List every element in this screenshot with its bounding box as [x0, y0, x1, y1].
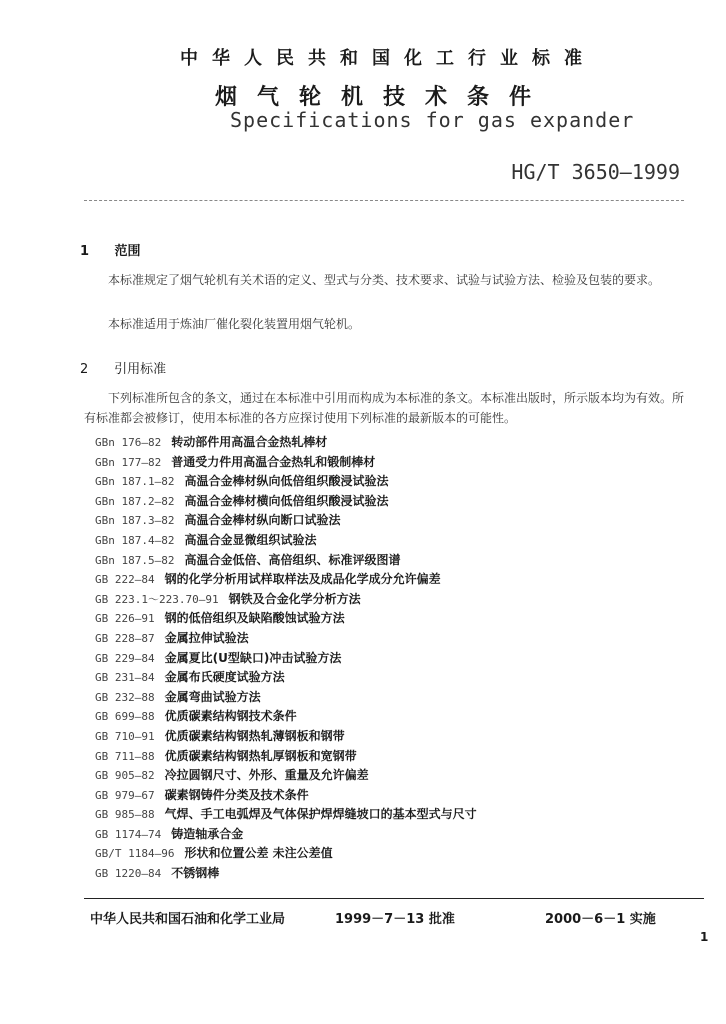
reference-name: 金属夏比(U型缺口)冲击试验方法 — [164, 650, 342, 665]
reference-item — [95, 707, 685, 727]
reference-item — [95, 747, 685, 767]
section-2-title: 引用标准 — [114, 362, 167, 377]
section-1-heading — [80, 240, 141, 259]
section-2-heading — [80, 358, 166, 377]
section-1-title: 范围 — [114, 244, 141, 259]
industry-standard-heading: 中华人民共和国化工行业标准 — [180, 48, 596, 69]
reference-name: 碳素钢铸件分类及技术条件 — [164, 787, 309, 802]
reference-item — [95, 453, 685, 473]
reference-item — [95, 805, 685, 825]
reference-name: 金属弯曲试验方法 — [164, 689, 261, 704]
reference-code: GB 979—67 — [95, 788, 155, 802]
reference-code: GBn 187.2—82 — [95, 494, 175, 508]
reference-name: 优质碳素结构钢技术条件 — [164, 709, 297, 724]
reference-code: GB 223.1～223.70—91 — [95, 592, 219, 606]
reference-item — [95, 864, 685, 884]
reference-name: 冷拉圆钢尺寸、外形、重量及允许偏差 — [164, 768, 369, 783]
reference-item — [95, 472, 685, 492]
reference-name: 高温合金棒材横向低倍组织酸浸试验法 — [184, 493, 389, 508]
reference-code: GB/T 1184—96 — [95, 847, 175, 861]
reference-name: 钢铁及合金化学分析方法 — [228, 591, 361, 606]
reference-item — [95, 551, 685, 571]
reference-code: GB 985—88 — [95, 808, 155, 822]
reference-item — [95, 531, 685, 551]
effective-date: 2000－6－1 实施 — [545, 912, 656, 927]
reference-name: 铸造轴承合金 — [171, 826, 244, 841]
reference-name: 钢的低倍组织及缺陷酸蚀试验方法 — [164, 611, 345, 626]
reference-name: 金属拉伸试验法 — [164, 630, 249, 645]
reference-code: GB 231—84 — [95, 671, 155, 685]
reference-name: 钢的化学分析用试样取样法及成品化学成分允许偏差 — [164, 572, 441, 587]
reference-name: 优质碳素结构钢热轧薄钢板和钢带 — [164, 728, 345, 743]
reference-name: 气焊、手工电弧焊及气体保护焊焊缝坡口的基本型式与尺寸 — [164, 807, 477, 822]
standard-code: HG/T 3650—1999 — [511, 160, 680, 184]
section-1-number: 1 — [80, 244, 90, 259]
reference-name: 高温合金棒材纵向断口试验法 — [184, 513, 341, 528]
reference-name: 不锈钢棒 — [171, 866, 220, 881]
reference-code: GB 229—84 — [95, 651, 155, 665]
reference-item — [95, 825, 685, 845]
reference-code: GB 228—87 — [95, 631, 155, 645]
reference-code: GB 905—82 — [95, 769, 155, 783]
reference-code: GB 232—88 — [95, 690, 155, 704]
document-title-en: Specifications for gas expander — [230, 108, 635, 132]
reference-code: GB 1174—74 — [95, 827, 162, 841]
reference-name: 形状和位置公差 未注公差值 — [184, 846, 333, 861]
reference-name: 高温合金低倍、高倍组织、标准评级图谱 — [184, 552, 401, 567]
reference-code: GBn 177—82 — [95, 455, 162, 469]
reference-name: 高温合金显微组织试验法 — [184, 532, 317, 547]
issuing-authority: 中华人民共和国石油和化学工业局 — [90, 912, 286, 927]
reference-item — [95, 570, 685, 590]
reference-code: GB 226—91 — [95, 612, 155, 626]
reference-item — [95, 668, 685, 688]
reference-code: GBn 187.5—82 — [95, 553, 175, 567]
reference-item — [95, 629, 685, 649]
reference-code: GBn 187.4—82 — [95, 533, 175, 547]
reference-code: GB 1220—84 — [95, 867, 162, 881]
section-1-para-2: 本标准适用于炼油厂催化裂化装置用烟气轮机。 — [108, 317, 361, 331]
reference-item — [95, 433, 685, 453]
page-number: 1 — [700, 930, 709, 944]
reference-code: GB 222—84 — [95, 573, 155, 587]
section-1-para-1: 本标准规定了烟气轮机有关术语的定义、型式与分类、技术要求、试验与试验方法、检验及包装的要求。 — [108, 273, 661, 287]
reference-name: 优质碳素结构钢热轧厚钢板和宽钢带 — [164, 748, 357, 763]
reference-item — [95, 766, 685, 786]
reference-list — [95, 433, 685, 884]
reference-code: GBn 187.1—82 — [95, 475, 175, 489]
reference-name: 高温合金棒材纵向低倍组织酸浸试验法 — [184, 474, 389, 489]
approval-date: 1999－7－13 批准 — [335, 912, 455, 927]
reference-item — [95, 649, 685, 669]
reference-code: GBn 176—82 — [95, 436, 162, 449]
reference-item — [95, 511, 685, 531]
reference-code: GBn 187.3—82 — [95, 514, 175, 528]
reference-code: GB 699—88 — [95, 710, 155, 724]
reference-name: 转动部件用高温合金热轧棒材 — [171, 435, 328, 449]
reference-code: GB 711—88 — [95, 749, 155, 763]
header-divider — [84, 200, 684, 201]
reference-item — [95, 786, 685, 806]
reference-item — [95, 492, 685, 512]
reference-item — [95, 727, 685, 747]
reference-code: GB 710—91 — [95, 729, 155, 743]
reference-item — [95, 688, 685, 708]
reference-name: 金属布氏硬度试验方法 — [164, 670, 285, 685]
section-2-number: 2 — [80, 362, 89, 377]
reference-item — [95, 844, 685, 864]
reference-item — [95, 609, 685, 629]
reference-name: 普通受力件用高温合金热轧和锻制棒材 — [171, 454, 376, 469]
reference-item — [95, 590, 685, 610]
document-title-cn: 烟气轮机技术条件 — [214, 85, 551, 110]
footer-divider — [84, 898, 704, 899]
section-2-para-1: 下列标准所包含的条文，通过在本标准中引用而构成为本标准的条文。本标准出版时，所示版本均为有效。所有标准都会被修订，使用本标准的各方应探讨使用下列标准的最新版本的可能性。 — [84, 391, 685, 425]
